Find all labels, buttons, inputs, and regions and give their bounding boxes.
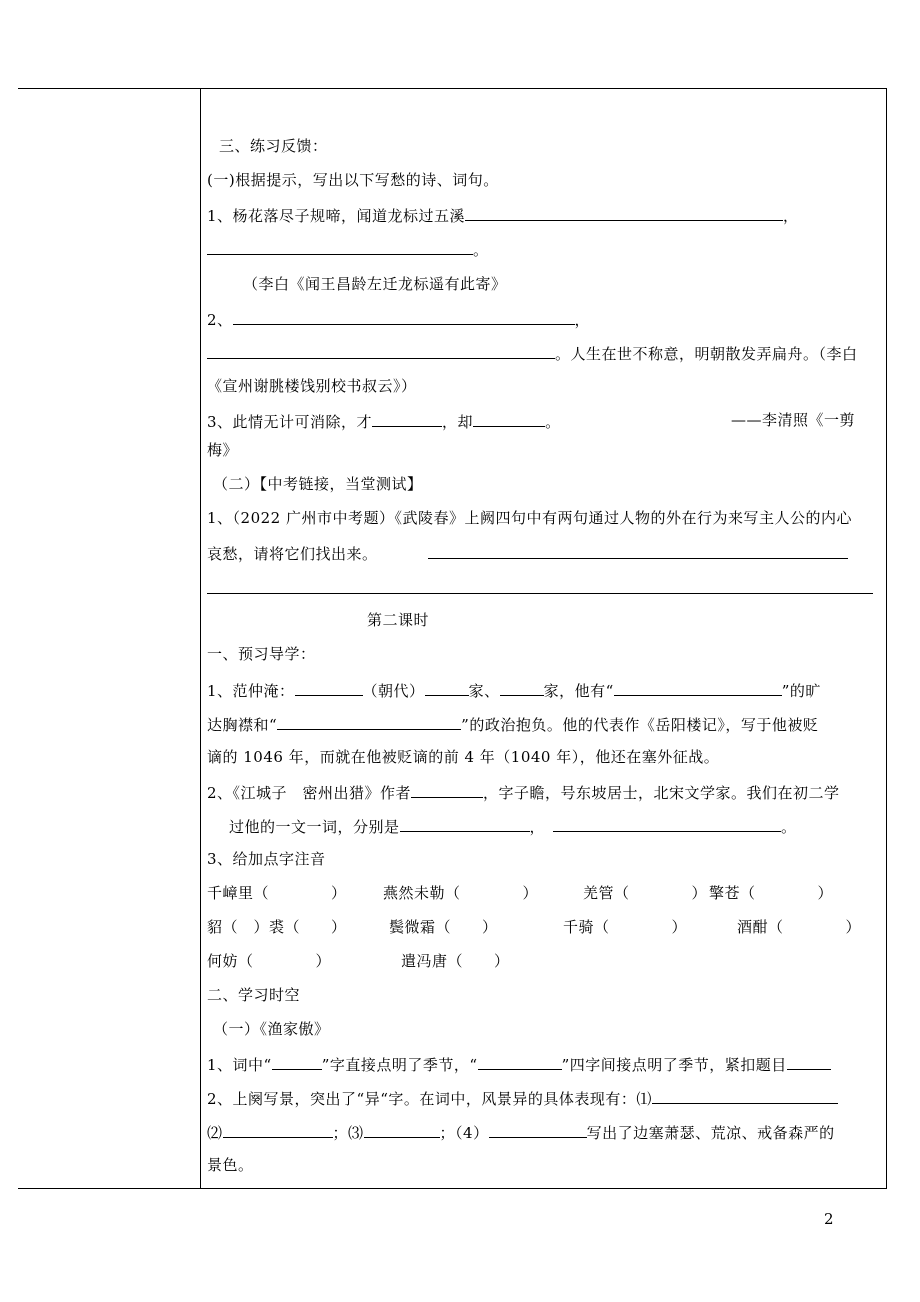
answer-blank[interactable] xyxy=(207,238,473,255)
answer-blank[interactable] xyxy=(473,410,545,427)
answer-blank[interactable] xyxy=(207,342,555,359)
poem-title: （一）《渔家傲》 xyxy=(213,1020,330,1038)
study-question-2-line2: ⑵ ；⑶ ；（4） 写出了边塞萧瑟、荒凉、戒备森严的 xyxy=(207,1121,835,1143)
preview-question-2-line2: 过他的一文一词，分别是 ， 。 xyxy=(229,815,797,837)
question-1: 1、杨花落尽子规啼，闻道龙标过五溪 ， xyxy=(207,204,799,226)
study-question-2-line3: 景色。 xyxy=(207,1156,254,1174)
answer-blank[interactable] xyxy=(500,679,544,696)
study-question-2: 2、上阕写景，突出了“异“字。在词中，风景异的具体表现有：⑴ xyxy=(207,1087,838,1109)
question-2: 2、 ， xyxy=(207,308,590,330)
question-3-author: ——李清照《一剪 xyxy=(731,411,856,429)
table-column-divider xyxy=(200,88,201,1188)
pinyin-item: 何妨（ ） xyxy=(207,952,332,970)
preview-question-1: 1、范仲淹： （朝代） 家、 家，他有“ ”的旷 xyxy=(207,679,821,701)
study-question-1: 1、词中“ ”字直接点明了季节，“ ”四字间接点明了季节，紧扣题目 xyxy=(207,1053,831,1075)
question-3: 3、此情无计可消除，才 ，却 。 xyxy=(207,410,561,432)
answer-blank[interactable] xyxy=(478,1053,562,1070)
answer-blank[interactable] xyxy=(553,815,781,832)
answer-blank[interactable] xyxy=(295,679,363,696)
answer-blank[interactable] xyxy=(277,713,461,730)
pinyin-item: 擎苍（ ） xyxy=(709,884,834,902)
question-2-source: 《宣州谢朓楼饯别校书叔云》） xyxy=(207,377,417,395)
answer-blank[interactable] xyxy=(411,781,483,798)
lesson-title: 第二课时 xyxy=(367,611,430,629)
pinyin-item: 貂（ ）裘（ ） xyxy=(207,918,347,936)
answer-blank[interactable] xyxy=(272,1053,322,1070)
pinyin-item: 千骑（ ） xyxy=(563,918,688,936)
answer-blank[interactable] xyxy=(364,1121,440,1138)
preview-question-1-line2: 达胸襟和“ ”的政治抱负。他的代表作《岳阳楼记》，写于他被贬 xyxy=(207,713,818,735)
question-2-line2: 。人生在世不称意，明朝散发弄扁舟。（李白 xyxy=(207,342,858,364)
pinyin-item: 燕然未勒（ ） xyxy=(383,884,539,902)
question-1-source: （李白《闻王昌龄左迁龙标遥有此寄》 xyxy=(243,275,507,293)
answer-blank[interactable] xyxy=(233,308,575,325)
subsection-title-exam: （二）【中考链接，当堂测试】 xyxy=(213,475,423,493)
answer-blank[interactable] xyxy=(400,815,530,832)
question-3-author-cont: 梅》 xyxy=(207,441,239,459)
answer-blank[interactable] xyxy=(652,1087,838,1104)
answer-blank[interactable] xyxy=(465,204,783,221)
pinyin-item: 鬓微霜（ ） xyxy=(389,918,498,936)
answer-blank[interactable] xyxy=(223,1121,333,1138)
pinyin-item: 遣冯唐（ ） xyxy=(401,952,510,970)
pinyin-item: 千嶂里（ ） xyxy=(207,884,347,902)
answer-blank[interactable] xyxy=(372,410,442,427)
pinyin-item: 酒酣（ ） xyxy=(737,918,862,936)
preview-question-3: 3、给加点字注音 xyxy=(207,850,326,868)
answer-blank[interactable] xyxy=(425,679,469,696)
answer-blank[interactable] xyxy=(489,1121,587,1138)
answer-blank[interactable] xyxy=(428,542,848,559)
page-number: 2 xyxy=(824,1210,834,1228)
exam-question-1: 1、（2022 广州市中考题）《武陵春》上阙四句中有两句通过人物的外在行为来写主人公的内心 xyxy=(207,509,852,527)
section-title: 三、练习反馈： xyxy=(219,137,328,155)
preview-question-2: 2、《江城子 密州出猎》作者 ，字子瞻，号东坡居士，北宋文学家。我们在初二学 xyxy=(207,781,840,803)
exam-question-1-line2: 哀愁，请将它们找出来。 xyxy=(207,542,848,564)
pinyin-item: 羌管（ ） xyxy=(583,884,708,902)
answer-line-full[interactable] xyxy=(207,593,873,594)
section-title-study: 二、学习时空 xyxy=(207,986,301,1004)
question-1-line2: 。 xyxy=(207,238,489,260)
answer-blank[interactable] xyxy=(614,679,782,696)
preview-question-1-line3: 谪的 1046 年，而就在他被贬谪的前 4 年（1040 年），他还在塞外征战。 xyxy=(207,748,720,766)
section-title-preview: 一、预习导学： xyxy=(207,645,316,663)
subsection-title: (一)根据提示，写出以下写愁的诗、词句。 xyxy=(207,171,499,189)
answer-blank[interactable] xyxy=(787,1053,831,1070)
